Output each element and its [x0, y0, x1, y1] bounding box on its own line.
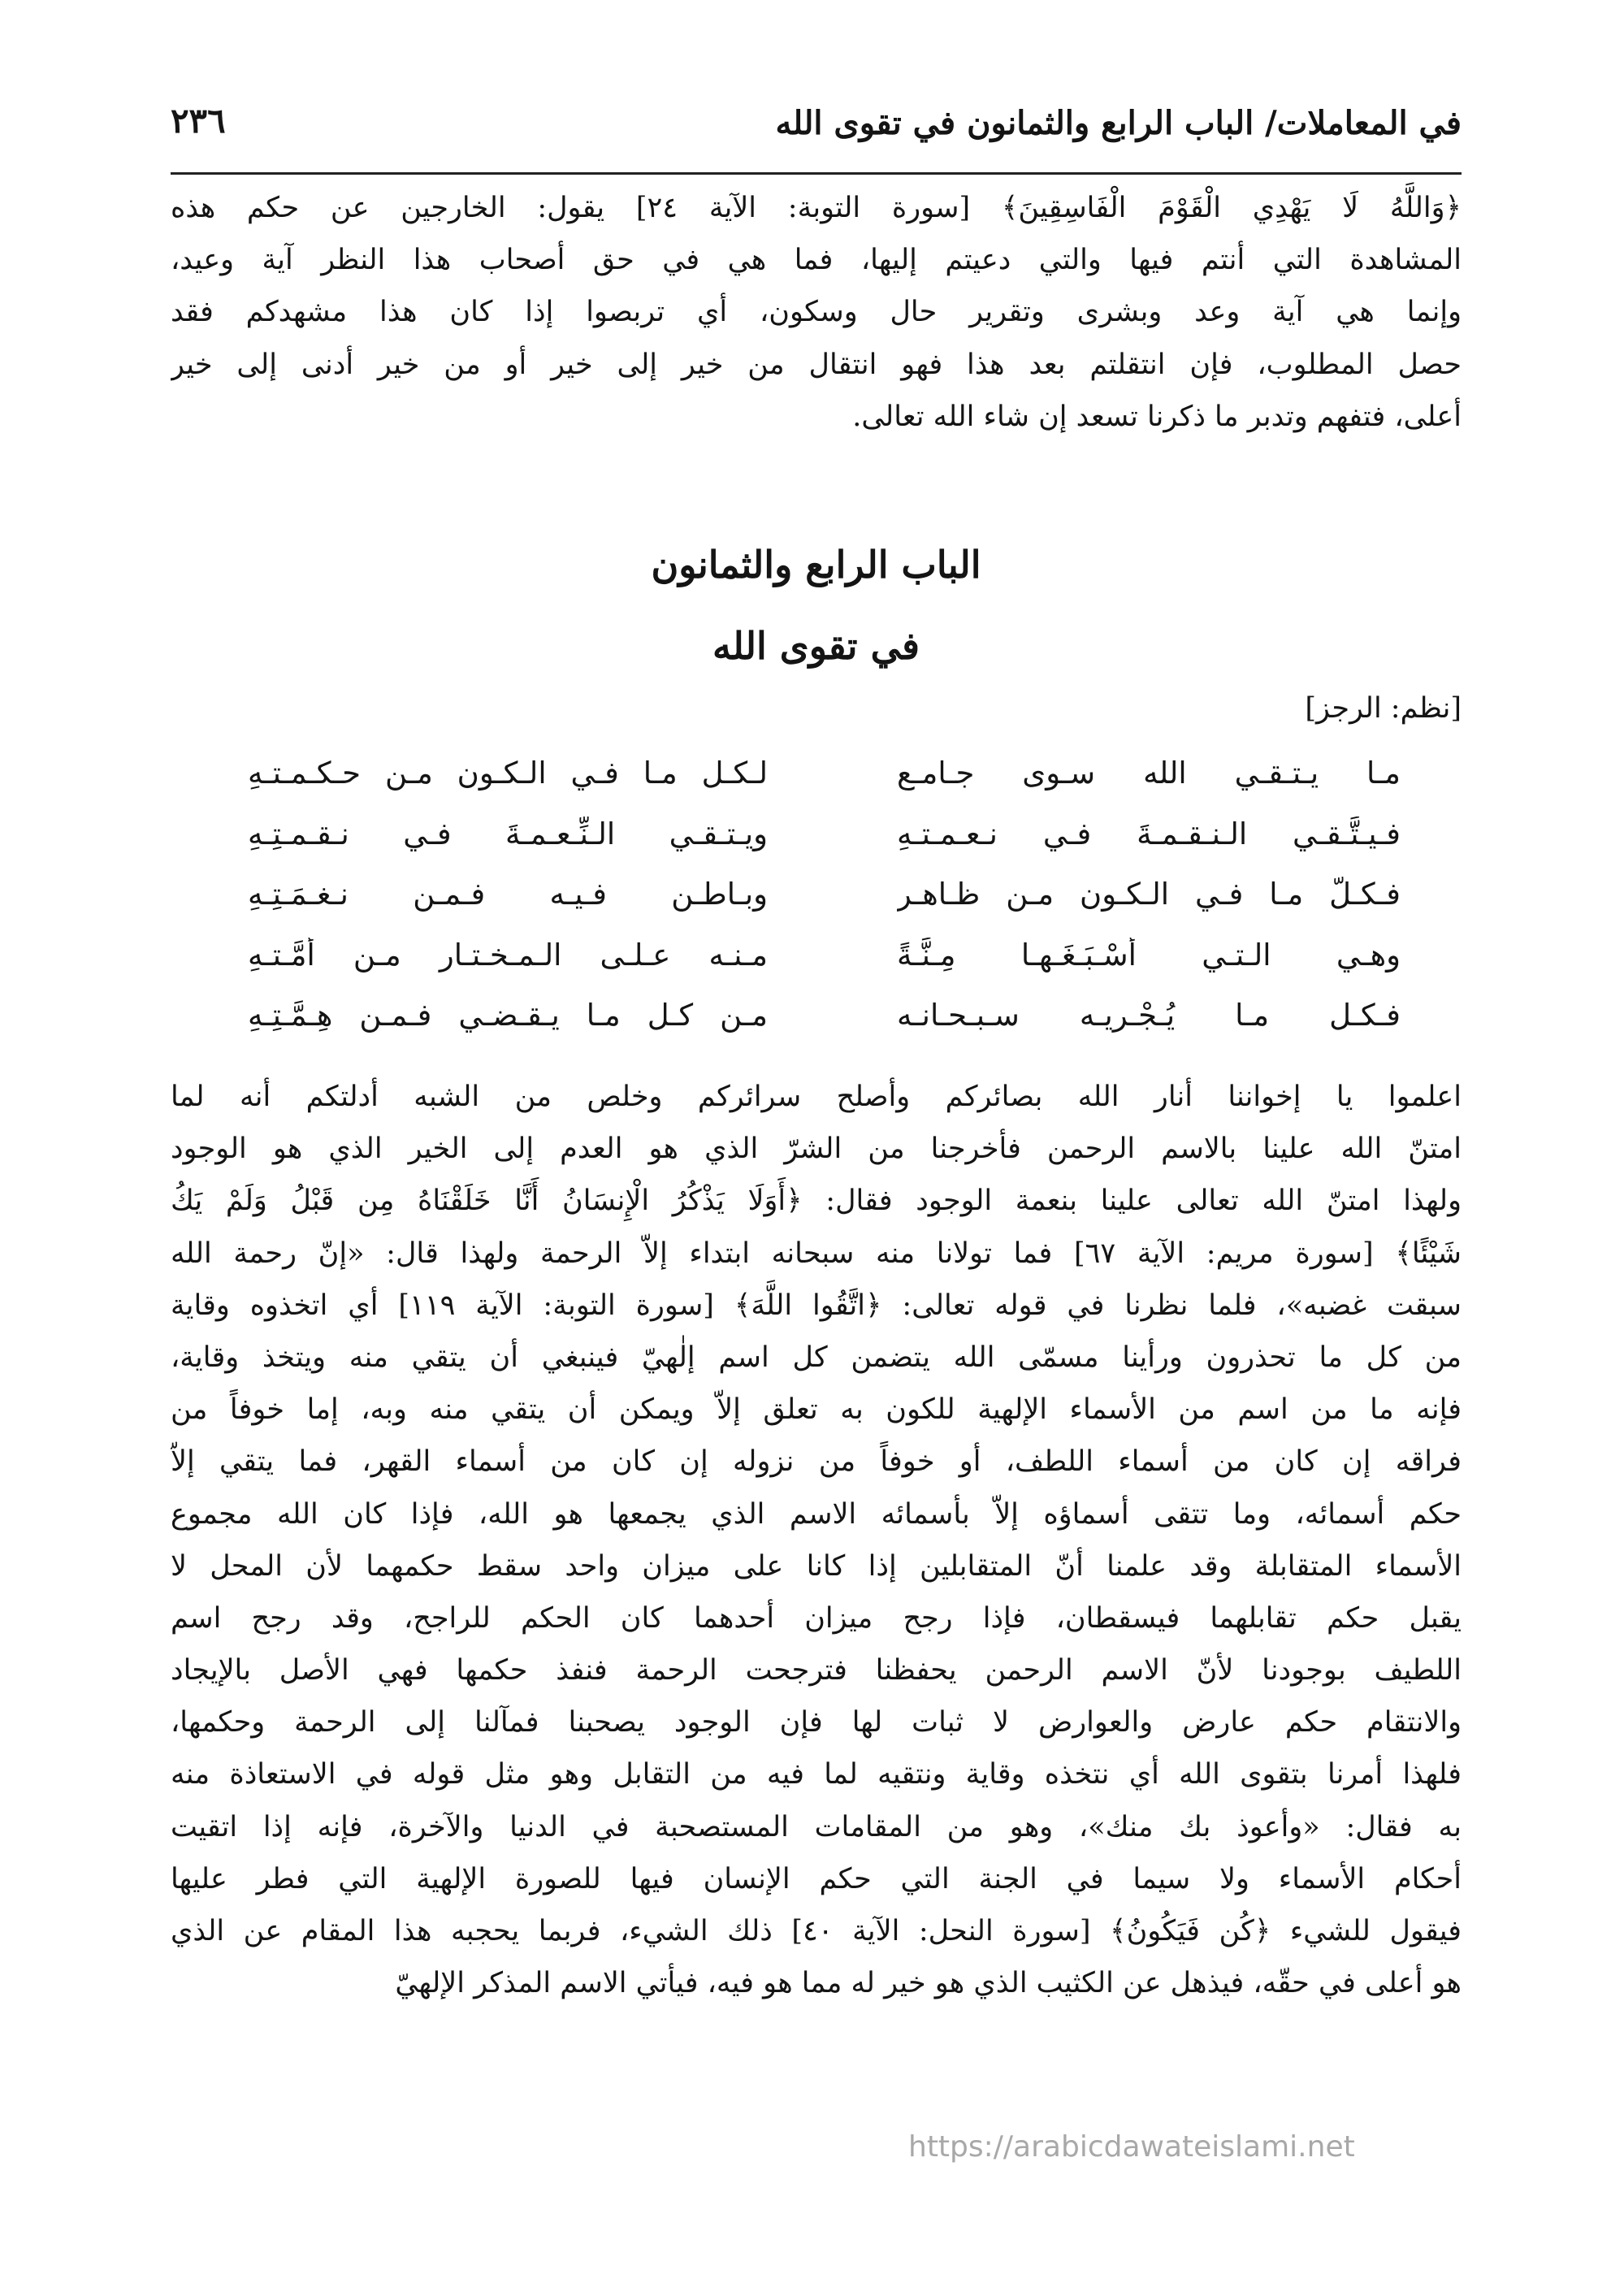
text-line: به فقال: «وأعوذ بك منك»، وهو من المقامات المستصحبة في الدنيا والآخرة، فإنه إذا اتقيت	[171, 1810, 1462, 1843]
verse-first-hemistich: فـكـل مـا يُـجْـريـه سـبـحـانـه	[897, 998, 1401, 1033]
text-line: يقبل حكم تقابلهما فيسقطان، فإذا رجح ميزان أحدهما كان الحكم للراجح، وقد رجح اسم	[171, 1601, 1462, 1635]
text-line: اللطيف بوجودنا لأنّ الاسم الرحمن يحفظنا فترجحت الرحمة فنفذ حكمها فهي الأصل بالإيجاد	[171, 1654, 1462, 1687]
poem-verse	[171, 998, 1462, 1059]
page-number: ٢٣٦	[171, 101, 226, 141]
text-line: ولهذا امتنّ الله تعالى علينا بنعمة الوجود فقال: ﴿أَوَلَا يَذْكُرُ الْإِنسَانُ أَنَّا خَلَقْنَاهُ مِن قَبْلُ وَلَمْ يَكُ	[171, 1185, 1462, 1218]
text-line: فإنه ما من اسم من الأسماء الإلهية للكون به تعلق إلاّ ويمكن أن يتقي منه وبه، إما خوفاً من	[171, 1393, 1462, 1427]
text-line: هو أعلى في حقّه، فيذهل عن الكثيب الذي هو خير له مما هو فيه، فيأتي الاسم المذكر الإلهيّ	[395, 1967, 1462, 2000]
text-line: امتنّ الله علينا بالاسم الرحمن فأخرجنا من الشرّ الذي هو العدم إلى الخير الذي هو الوجود	[171, 1133, 1462, 1166]
text-line: فلهذا أمرنا بتقوى الله أي نتخذه وقاية ونتقيه لما فيه من التقابل وهو مثل قوله في الاستعاذة منه	[171, 1758, 1462, 1791]
text-line: حصل المطلوب، فإن انتقلتم بعد هذا فهو انتقال من خير إلى خير أو من خير أدنى إلى خير	[171, 348, 1462, 381]
verse-first-hemistich: وهـي الـتـي أَسْـبَـغَـهـا مِـنَّـةً	[897, 937, 1401, 973]
running-header	[171, 96, 1462, 161]
text-line: أعلى، فتفهم وتدبر ما ذكرنا تسعد إن شاء الله تعالى.	[852, 400, 1462, 433]
text-line: وإنما هي آية وعد وبشرى وتقرير حال وسكون، أي تربصوا إذا كان هذا مشهدكم فقد	[171, 296, 1462, 329]
verse-second-hemistich: مـنـه عـلـى الـمـخـتـار مـن أمَّـتـهِ	[248, 937, 768, 973]
chapter-title: الباب الرابع والثمانون	[651, 543, 981, 587]
poem	[171, 756, 1462, 1059]
text-line: شَيْئًا﴾ [سورة مريم: الآية ٦٧] فما تولانا منه سبحانه ابتداء إلاّ الرحمة ولهذا قال: «إنّ رحمة الله	[171, 1237, 1462, 1270]
verse-first-hemistich: فـيـتَّـقـي الـنـقـمـةَ فـي نـعـمـتـهِ	[897, 816, 1401, 851]
poem-verse	[171, 756, 1462, 817]
verse-second-hemistich: وبـاطـنٍ فـيـه فـمـن نـغـمَـتِـهِ	[248, 877, 768, 912]
header-title: في المعاملات/ الباب الرابع والثمانون في تقوى الله	[775, 104, 1462, 142]
text-line: المشاهدة التي أنتم فيها والتي دعيتم إليها، فما هي في حق أصحاب هذا النظر آية وعيد،	[171, 244, 1462, 277]
text-line: أحكام الأسماء ولا سيما في الجنة التي حكم الإنسان فيها للصورة الإلهية التي فطر عليها	[171, 1862, 1462, 1895]
verse-second-hemistich: لـكـل مـا فـي الـكـون مـن حـكـمـتـهِ	[248, 756, 768, 791]
text-line: اعلموا يا إخواننا أنار الله بصائركم وأصلح سرائركم وخلص من الشبه أدلتكم أنه لما	[171, 1081, 1462, 1113]
poem-meter-label: [نظم: الرجز]	[1305, 692, 1462, 725]
text-line: سبقت غضبه»، فلما نظرنا في قوله تعالى: ﴿اتَّقُوا اللَّهَ﴾ [سورة التوبة: الآية ١١٩] أي اتخذوه وقاية	[171, 1289, 1462, 1322]
text-line: حكم أسمائه، وما تتقى أسماؤه إلاّ بأسمائه الاسم الذي يجمعها هو الله، فإذا كان الله مجموع	[171, 1497, 1462, 1531]
intro-paragraph	[171, 182, 1462, 443]
text-line: الأسماء المتقابلة وقد علمنا أنّ المتقابلين إذا كانا على ميزان واحد سقط حكمهما لأن المحل لا	[171, 1549, 1462, 1583]
poem-verse	[171, 938, 1462, 999]
verse-second-hemistich: مـن كـل مـا يـقـضـي فـمـن هِـمَّـتِـهِ	[248, 998, 768, 1033]
main-paragraph	[171, 1071, 1462, 2009]
text-line: ﴿وَاللَّهُ لَا يَهْدِي الْقَوْمَ الْفَاسِقِينَ﴾ [سورة التوبة: الآية ٢٤] يقول: الخارجين عن حكم هذه	[171, 192, 1462, 224]
verse-second-hemistich: ويـتـقـي الـنِّـعـمـةَ فـي نـقـمـتِـهِ	[248, 816, 768, 851]
text-line: من كل ما تحذرون ورأينا مسمّى الله يتضمن كل اسم إلٰهيّ فينبغي أن يتقي منه ويتخذ وقاية،	[171, 1341, 1462, 1374]
header-divider	[171, 172, 1462, 175]
poem-verse	[171, 817, 1462, 877]
website-watermark: https://arabicdawateislami.net	[908, 2130, 1355, 2164]
chapter-subtitle: في تقوى الله	[712, 624, 920, 668]
poem-verse	[171, 877, 1462, 938]
text-line: والانتقام حكم عارض والعوارض لا ثبات لها فإن الوجود يصحبنا فمآلنا إلى الرحمة وحكمها،	[171, 1706, 1462, 1739]
text-line: فراقه إن كان من أسماء اللطف، أو خوفاً من نزوله إن كان من أسماء القهر، فما يتقي إلاّ	[171, 1445, 1462, 1479]
verse-first-hemistich: فـكـلُّ مـا فـي الـكـون مـن ظـاهـرٍ	[897, 877, 1401, 912]
text-line: فيقول للشيء ﴿كُن فَيَكُونُ﴾ [سورة النحل: الآية ٤٠] ذلك الشيء، فربما يحجبه هذا المقام عن الذي	[171, 1915, 1462, 1947]
verse-first-hemistich: مـا يـتـقـي الله سـوى جـامـع	[897, 756, 1401, 791]
